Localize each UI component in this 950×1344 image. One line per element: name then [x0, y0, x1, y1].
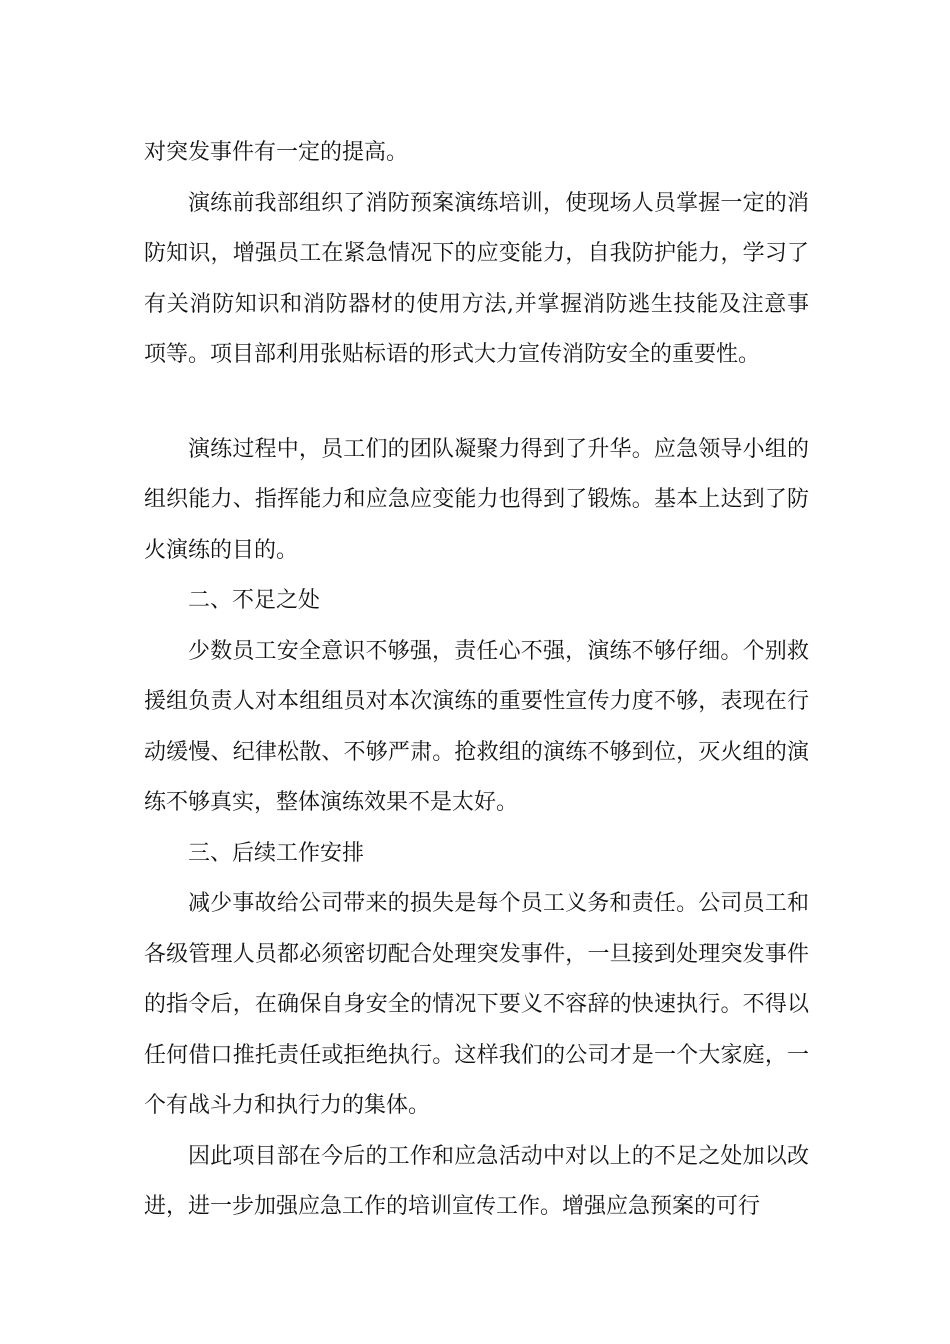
paragraph-process: 演练过程中，员工们的团队凝聚力得到了升华。应急领导小组的组织能力、指挥能力和应急应变能力也得到了锻炼。基本上达到了防火演练的目的。	[144, 436, 809, 563]
heading-follow-up: 三、后续工作安排	[188, 840, 365, 866]
paragraph-improvement: 因此项目部在今后的工作和应急活动中对以上的不足之处加以改进，进一步加强应急工作的培训宣传工作。增强应急预案的可行	[144, 1143, 809, 1219]
paragraph-shortcomings: 少数员工安全意识不够强，责任心不强，演练不够仔细。个别救援组负责人对本组组员对本次演练的重要性宣传力度不够，表现在行动缓慢、纪律松散、不够严肃。抢救组的演练不够到位，灭火组的演练不够真实，整体演练效果不是太好。	[144, 638, 809, 815]
heading-shortcomings: 二、不足之处	[188, 588, 321, 613]
document-body	[144, 128, 809, 1233]
paragraph-training: 演练前我部组织了消防预案演练培训，使现场人员掌握一定的消防知识，增强员工在紧急情况下的应变能力，自我防护能力，学习了有关消防知识和消防器材的使用方法,并掌握消防逃生技能及注意事项等。项目部利用张贴标语的形式大力宣传消防安全的重要性。	[144, 190, 809, 367]
paragraph-responsibility: 减少事故给公司带来的损失是每个员工义务和责任。公司员工和各级管理人员都必须密切配合处理突发事件，一旦接到处理突发事件的指令后，在确保自身安全的情况下要义不容辞的快速执行。不得以任何借口推托责任或拒绝执行。这样我们的公司才是一个大家庭，一个有战斗力和执行力的集体。	[144, 891, 809, 1118]
paragraph-continuation: 对突发事件有一定的提高。	[144, 140, 409, 165]
